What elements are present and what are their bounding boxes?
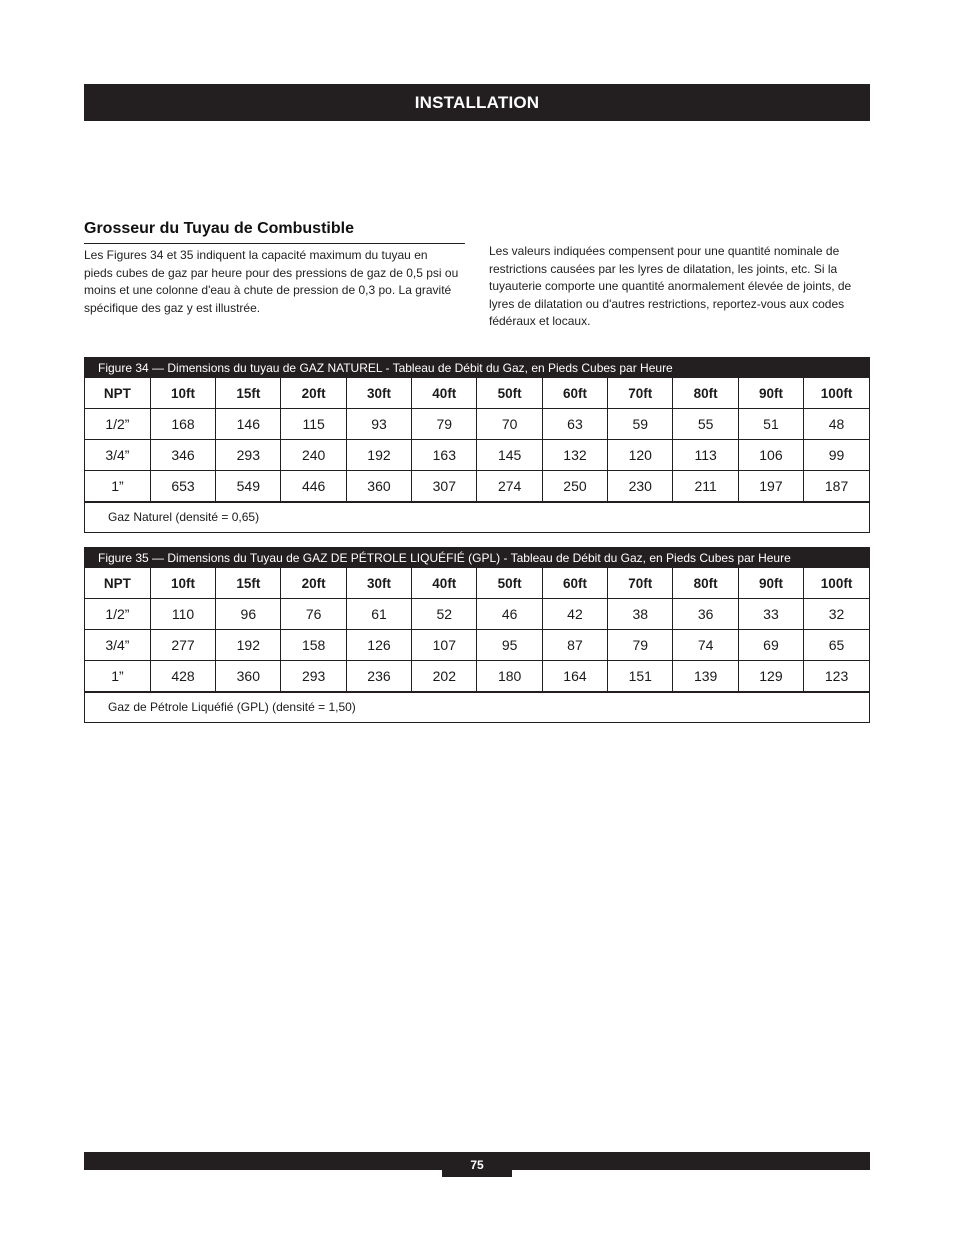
column-header: 70ft bbox=[608, 568, 673, 599]
column-header: 10ft bbox=[150, 378, 215, 409]
table-cell: 51 bbox=[738, 409, 803, 440]
table-cell: 69 bbox=[738, 630, 803, 661]
table-cell: 360 bbox=[346, 471, 411, 502]
table-cell: 428 bbox=[150, 661, 215, 692]
flow-table bbox=[85, 378, 869, 502]
table-cell: 132 bbox=[542, 440, 607, 471]
table-cell: 230 bbox=[608, 471, 673, 502]
table-cell: 139 bbox=[673, 661, 738, 692]
table-cell: 293 bbox=[216, 440, 281, 471]
table-cell: 59 bbox=[608, 409, 673, 440]
table-cell: 99 bbox=[804, 440, 869, 471]
table-cell: 3/4” bbox=[85, 440, 150, 471]
column-header: 50ft bbox=[477, 568, 542, 599]
column-header: 40ft bbox=[412, 378, 477, 409]
column-header: 80ft bbox=[673, 378, 738, 409]
column-header: 90ft bbox=[738, 378, 803, 409]
intro-paragraph-right: Les valeurs indiquées compensent pour une quantité nominale de restrictions causées par les lyres de dilatation, les joints, etc. Si la tuyauterie comporte une quantité anormalement élevée de joints, de lyres de dilatation ou d'autres restrictions, reportez-vous aux codes fédéraux et locaux. bbox=[489, 244, 852, 328]
table-cell: 1/2” bbox=[85, 409, 150, 440]
table-cell: 65 bbox=[804, 630, 869, 661]
table-cell: 3/4” bbox=[85, 630, 150, 661]
page-header bbox=[84, 84, 870, 121]
figure-caption: Figure 35 — Dimensions du Tuyau de GAZ DE PÉTROLE LIQUÉFIÉ (GPL) - Tableau de Débit du Gaz, en Pieds Cubes par Heure bbox=[85, 548, 869, 568]
section-title: Grosseur du Tuyau de Combustible bbox=[84, 220, 354, 237]
figure-note: Gaz Naturel (densité = 0,65) bbox=[85, 502, 869, 532]
table-cell: 107 bbox=[412, 630, 477, 661]
table-cell: 146 bbox=[216, 409, 281, 440]
figure-35-lp-gas bbox=[84, 547, 870, 723]
table-row bbox=[85, 440, 869, 471]
table-cell: 293 bbox=[281, 661, 346, 692]
table-cell: 158 bbox=[281, 630, 346, 661]
table-cell: 96 bbox=[216, 599, 281, 630]
table-cell: 38 bbox=[608, 599, 673, 630]
table-cell: 192 bbox=[216, 630, 281, 661]
column-header: 100ft bbox=[804, 568, 869, 599]
table-cell: 549 bbox=[216, 471, 281, 502]
table-cell: 42 bbox=[542, 599, 607, 630]
column-header: 20ft bbox=[281, 568, 346, 599]
table-cell: 197 bbox=[738, 471, 803, 502]
page-number-label: 75 bbox=[470, 1157, 484, 1172]
table-cell: 164 bbox=[542, 661, 607, 692]
table-cell: 202 bbox=[412, 661, 477, 692]
table-cell: 446 bbox=[281, 471, 346, 502]
table-row bbox=[85, 599, 869, 630]
column-header: 30ft bbox=[346, 378, 411, 409]
table-cell: 120 bbox=[608, 440, 673, 471]
column-header: 60ft bbox=[542, 378, 607, 409]
table-header-row bbox=[85, 568, 869, 599]
table-cell: 236 bbox=[346, 661, 411, 692]
table-header-row bbox=[85, 378, 869, 409]
column-header: 15ft bbox=[216, 378, 281, 409]
table-cell: 277 bbox=[150, 630, 215, 661]
table-cell: 55 bbox=[673, 409, 738, 440]
table-cell: 346 bbox=[150, 440, 215, 471]
table-cell: 46 bbox=[477, 599, 542, 630]
table-row bbox=[85, 661, 869, 692]
column-header: 70ft bbox=[608, 378, 673, 409]
table-cell: 115 bbox=[281, 409, 346, 440]
table-cell: 1” bbox=[85, 471, 150, 502]
table-cell: 106 bbox=[738, 440, 803, 471]
footer-bar-right bbox=[512, 1152, 870, 1170]
table-cell: 93 bbox=[346, 409, 411, 440]
table-cell: 33 bbox=[738, 599, 803, 630]
table-cell: 211 bbox=[673, 471, 738, 502]
table-cell: 70 bbox=[477, 409, 542, 440]
column-header: 30ft bbox=[346, 568, 411, 599]
table-cell: 163 bbox=[412, 440, 477, 471]
table-row bbox=[85, 471, 869, 502]
table-cell: 79 bbox=[412, 409, 477, 440]
table-row bbox=[85, 409, 869, 440]
table-cell: 87 bbox=[542, 630, 607, 661]
table-cell: 187 bbox=[804, 471, 869, 502]
table-cell: 180 bbox=[477, 661, 542, 692]
table-cell: 126 bbox=[346, 630, 411, 661]
table-cell: 36 bbox=[673, 599, 738, 630]
table-cell: 79 bbox=[608, 630, 673, 661]
column-header: 90ft bbox=[738, 568, 803, 599]
table-cell: 63 bbox=[542, 409, 607, 440]
table-cell: 129 bbox=[738, 661, 803, 692]
column-header: 100ft bbox=[804, 378, 869, 409]
figure-caption: Figure 34 — Dimensions du tuyau de GAZ NATUREL - Tableau de Débit du Gaz, en Pieds Cubes par Heure bbox=[85, 358, 869, 378]
flow-table bbox=[85, 568, 869, 692]
footer-bar-left bbox=[84, 1152, 442, 1170]
column-header: 40ft bbox=[412, 568, 477, 599]
table-cell: 52 bbox=[412, 599, 477, 630]
table-cell: 192 bbox=[346, 440, 411, 471]
column-header: NPT bbox=[85, 378, 150, 409]
column-header: 10ft bbox=[150, 568, 215, 599]
header-title: INSTALLATION bbox=[414, 92, 540, 112]
figure-note: Gaz de Pétrole Liquéfié (GPL) (densité = 1,50) bbox=[85, 692, 869, 722]
table-cell: 95 bbox=[477, 630, 542, 661]
table-cell: 74 bbox=[673, 630, 738, 661]
column-header: 20ft bbox=[281, 378, 346, 409]
table-cell: 360 bbox=[216, 661, 281, 692]
column-header: 80ft bbox=[673, 568, 738, 599]
column-header: 15ft bbox=[216, 568, 281, 599]
table-cell: 168 bbox=[150, 409, 215, 440]
table-cell: 653 bbox=[150, 471, 215, 502]
column-header: NPT bbox=[85, 568, 150, 599]
figure-34-natural-gas bbox=[84, 357, 870, 533]
table-cell: 250 bbox=[542, 471, 607, 502]
section-divider bbox=[84, 243, 465, 244]
page-number bbox=[442, 1152, 512, 1177]
column-header: 60ft bbox=[542, 568, 607, 599]
table-cell: 151 bbox=[608, 661, 673, 692]
column-header: 50ft bbox=[477, 378, 542, 409]
table-cell: 113 bbox=[673, 440, 738, 471]
table-cell: 1/2” bbox=[85, 599, 150, 630]
table-cell: 110 bbox=[150, 599, 215, 630]
table-cell: 145 bbox=[477, 440, 542, 471]
table-cell: 48 bbox=[804, 409, 869, 440]
table-cell: 123 bbox=[804, 661, 869, 692]
table-cell: 32 bbox=[804, 599, 869, 630]
table-cell: 61 bbox=[346, 599, 411, 630]
table-row bbox=[85, 630, 869, 661]
table-cell: 307 bbox=[412, 471, 477, 502]
table-cell: 1” bbox=[85, 661, 150, 692]
table-cell: 76 bbox=[281, 599, 346, 630]
intro-paragraph-left: Les Figures 34 et 35 indiquent la capacité maximum du tuyau en pieds cubes de gaz par heure pour des pressions de gaz de 0,5 psi ou moins et une colonne d'eau à chute de pression de 0,3 po. La gravité spécifique des gaz y est illustrée. bbox=[84, 248, 459, 315]
table-cell: 274 bbox=[477, 471, 542, 502]
table-cell: 240 bbox=[281, 440, 346, 471]
